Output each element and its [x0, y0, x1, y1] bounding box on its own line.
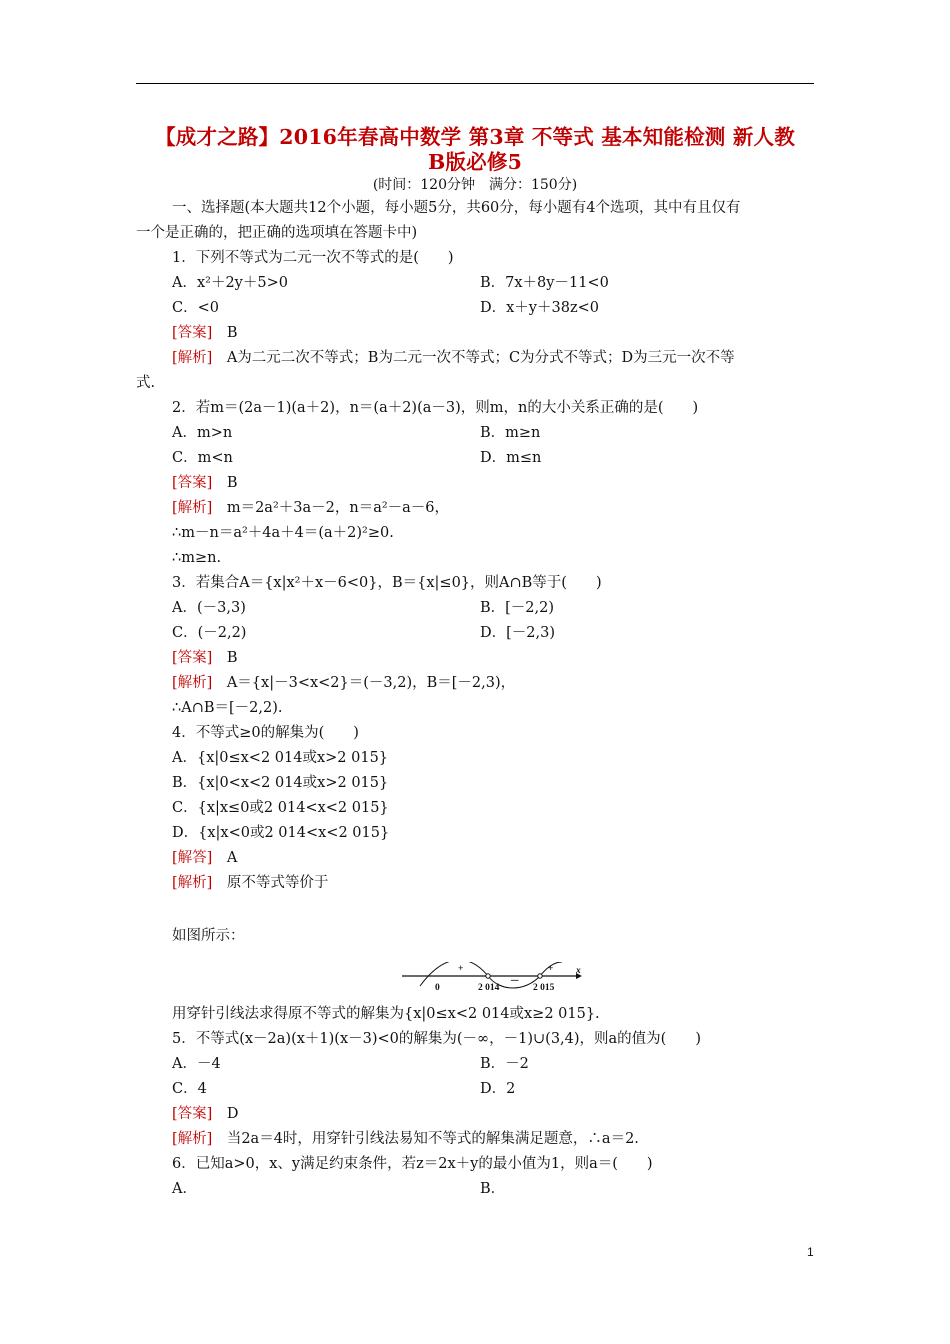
q6-option-a: A． — [172, 1181, 197, 1197]
q4-analysis-1: 原不等式等价于 — [226, 875, 329, 891]
q3-analysis-row — [172, 672, 515, 694]
q1-analysis-1: A为二元二次不等式；B为二元一次不等式；C为分式不等式；D为三元一次不等 — [226, 350, 735, 366]
q4-option-a: A．{x|0≤x<2 014或x>2 015} — [172, 750, 389, 766]
q2-analysis-row — [172, 497, 449, 519]
q3-stem: 3．若集合A＝{x|x²＋x－6<0}，B＝{x|≤0}，则A∩B等于( ) — [172, 575, 602, 591]
q1-analysis-2: 式. — [136, 375, 156, 391]
q4-answer: A — [226, 850, 238, 866]
answer-tag: [答案] — [172, 1106, 213, 1122]
root-point-2014 — [486, 974, 490, 978]
q4-figure-intro: 如图所示： — [172, 928, 245, 944]
q2-analysis-1: m＝2a²＋3a－2，n＝a²－a－6， — [226, 500, 450, 516]
q1-option-b: B．7x＋8y－11<0 — [480, 275, 609, 291]
tick-label-0: 0 — [435, 983, 440, 993]
q4-answer-row — [172, 847, 237, 869]
q4-stem: 4．不等式≥0的解集为( ) — [172, 725, 359, 741]
analysis-tag: [解析] — [172, 675, 213, 691]
page-number: 1 — [807, 1245, 814, 1259]
q2-option-c: C．m<n — [172, 450, 233, 466]
axis-label-x: x — [576, 966, 581, 976]
q5-answer: D — [226, 1106, 239, 1122]
analysis-tag: [解析] — [172, 500, 213, 516]
q5-analysis-row — [172, 1128, 639, 1150]
q4-option-b: B．{x|0<x<2 014或x>2 015} — [172, 775, 389, 791]
q3-option-c: C．(－2,2) — [172, 625, 247, 641]
q1-answer-row — [172, 322, 237, 344]
q3-option-a: A．(－3,3) — [172, 600, 246, 616]
header-rule — [136, 83, 814, 84]
sign-chart-figure — [400, 962, 585, 994]
q1-option-a: A．x²＋2y＋5>0 — [172, 275, 288, 291]
q2-stem: 2．若m＝(2a－1)(a＋2)，n＝(a＋2)(a－3)，则m，n的大小关系正确的是( ) — [172, 400, 699, 416]
q5-option-c: C．4 — [172, 1081, 207, 1097]
q2-option-a: A．m>n — [172, 425, 233, 441]
q2-analysis-3: ∴m≥n. — [172, 550, 222, 566]
tick-label-2014: 2 014 — [478, 983, 500, 993]
q1-stem: 1．下列不等式为二元一次不等式的是( ) — [172, 250, 454, 266]
solution-tag: [解答] — [172, 850, 213, 866]
doc-subtitle: (时间：120分钟 满分：150分) — [372, 177, 578, 193]
q2-option-d: D．m≤n — [480, 450, 542, 466]
q2-answer: B — [226, 475, 238, 491]
q2-answer-row — [172, 472, 237, 494]
root-point-2015 — [538, 974, 542, 978]
q6-option-b: B． — [480, 1181, 506, 1197]
q3-option-b: B．[－2,2) — [480, 600, 555, 616]
q3-answer-row — [172, 647, 237, 669]
q6-stem: 6．已知a>0，x、y满足约束条件，若z＝2x＋y的最小值为1，则a＝( ) — [172, 1156, 653, 1172]
q1-answer: B — [226, 325, 238, 341]
q4-option-c: C．{x|x≤0或2 014<x<2 015} — [172, 800, 389, 816]
answer-tag: [答案] — [172, 650, 213, 666]
tick-label-2015: 2 015 — [533, 983, 555, 993]
q5-option-b: B．－2 — [480, 1056, 529, 1072]
intro-line-2: 一个是正确的，把正确的选项填在答题卡中) — [136, 225, 418, 241]
q1-analysis-row — [172, 347, 735, 369]
sign-label-2: － — [510, 977, 520, 987]
q5-answer-row — [172, 1103, 238, 1125]
q5-option-a: A．－4 — [172, 1056, 221, 1072]
analysis-tag: [解析] — [172, 1131, 213, 1147]
q3-answer: B — [226, 650, 238, 666]
q4-analysis-row — [172, 872, 328, 894]
q4-option-d: D．{x|x<0或2 014<x<2 015} — [172, 825, 390, 841]
sign-label-3: + — [548, 964, 554, 974]
q1-option-c: C．<0 — [172, 300, 219, 316]
sign-label-1: + — [458, 964, 464, 974]
q3-analysis-1: A＝{x|－3<x<2}＝(－3,2)，B＝[－2,3)， — [226, 675, 516, 691]
answer-tag: [答案] — [172, 475, 213, 491]
intro-line-1: 一、选择题(本大题共12个小题，每小题5分，共60分，每小题有4个选项，其中有且仅有 — [172, 200, 741, 216]
q4-conclusion: 用穿针引线法求得原不等式的解集为{x|0≤x<2 014或x≥2 015}. — [172, 1006, 600, 1022]
q2-option-b: B．m≥n — [480, 425, 541, 441]
q2-analysis-2: ∴m－n＝a²＋4a＋4＝(a＋2)²≥0. — [172, 525, 394, 541]
q1-option-d: D．x＋y＋38z<0 — [480, 300, 599, 316]
answer-tag: [答案] — [172, 325, 213, 341]
q3-analysis-2: ∴A∩B＝[－2,2). — [172, 700, 283, 716]
doc-title-line-1: 【成才之路】2016年春高中数学 第3章 不等式 基本知能检测 新人教 — [155, 125, 795, 149]
q3-option-d: D．[－2,3) — [480, 625, 555, 641]
analysis-tag: [解析] — [172, 350, 213, 366]
q5-analysis-1: 当2a＝4时，用穿针引线法易知不等式的解集满足题意，∴a＝2. — [226, 1131, 639, 1147]
q5-stem: 5．不等式(x－2a)(x＋1)(x－3)<0的解集为(－∞，－1)∪(3,4)，则a的值为( ) — [172, 1031, 701, 1047]
analysis-tag: [解析] — [172, 875, 213, 891]
q5-option-d: D．2 — [480, 1081, 516, 1097]
doc-title-line-2: B版必修5 — [427, 150, 523, 174]
